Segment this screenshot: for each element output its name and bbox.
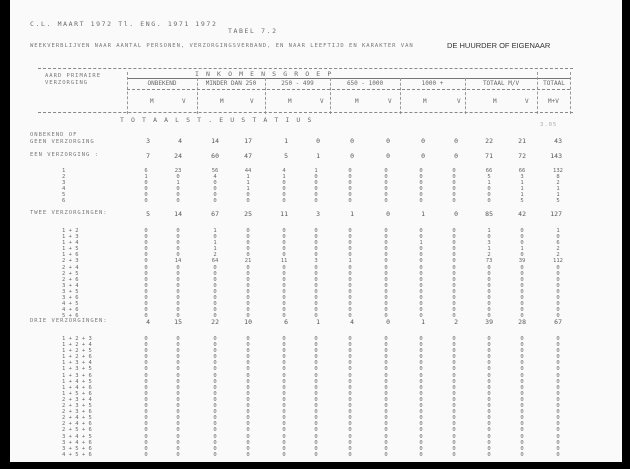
cell-value: 3 — [316, 210, 320, 218]
header-bottom-rule — [38, 112, 573, 113]
cell-value: 143 — [550, 152, 562, 160]
sub-mv: M+V — [548, 98, 559, 105]
block-column: 0 0 0 0 0 0 0 0 0 0 0 0 0 0 0 0 0 0 0 0 — [144, 336, 148, 458]
cell-value: 1 — [316, 152, 320, 160]
cell-value: 4 — [146, 318, 150, 326]
block-column: 0 0 0 0 0 0 0 0 0 0 0 0 0 0 0 0 0 0 0 0 — [348, 336, 352, 458]
group-under-250: MINDER DAN 250 — [205, 80, 257, 87]
cell-value: 0 — [386, 152, 390, 160]
group-250-499: 250 - 499 — [281, 80, 314, 87]
block-column: 0 0 0 0 0 0 0 0 0 0 0 0 0 0 0 0 0 0 0 0 — [419, 336, 423, 458]
block-column: 4 1 0 0 0 0 — [282, 168, 286, 205]
row-label: ONBEKEND OF — [30, 132, 78, 138]
block-column: 0 0 0 0 0 0 0 0 0 0 0 0 0 0 0 — [384, 228, 388, 320]
group-1000-plus: 1000 + — [421, 80, 444, 87]
block-column: 1 0 0 0 0 0 — [314, 168, 318, 205]
sub-m: M — [288, 98, 292, 105]
block-column: 0 0 0 0 0 0 0 0 0 0 0 0 0 0 0 0 0 0 0 0 — [487, 336, 491, 458]
block-column: 1 0 3 1 2 73 0 0 0 0 0 0 0 0 0 — [485, 228, 493, 320]
document-page — [10, 0, 622, 462]
cell-value: 0 — [350, 137, 354, 145]
block-column: 66 3 1 1 1 5 — [518, 168, 526, 205]
block-column: 0 0 0 0 0 0 — [452, 168, 456, 205]
row-label-2: GEEN VERZORGING — [30, 139, 95, 145]
block-column: 0 0 0 0 0 0 0 0 0 0 0 0 0 0 0 — [144, 228, 148, 320]
group-rule — [127, 78, 570, 79]
cell-value: 22 — [485, 137, 493, 145]
income-group-title: I N K O M E N S G R O E P — [195, 70, 333, 78]
block-column: 0 0 0 0 0 0 0 0 0 0 0 0 0 0 0 0 0 0 0 0 — [520, 336, 524, 458]
cell-value: 15 — [174, 318, 182, 326]
cell-value: 10 — [244, 318, 252, 326]
cell-value: 0 — [421, 152, 425, 160]
sub-v: V — [457, 98, 461, 105]
stamp-mark: 3.05 — [540, 122, 558, 128]
cell-value: 0 — [316, 137, 320, 145]
sub-v: V — [525, 98, 529, 105]
cell-value: 0 — [454, 210, 458, 218]
cell-value: 0 — [386, 137, 390, 145]
stub-label-2: VERZORGING — [45, 80, 89, 86]
cell-value: 42 — [518, 210, 526, 218]
block-column: 66 5 1 0 0 0 — [485, 168, 493, 205]
cell-value: 0 — [454, 152, 458, 160]
block-labels-drie: 1 + 2 + 3 1 + 2 + 4 1 + 2 + 5 1 + 2 + 6 1 + 3 + 4 1 + 3 + 5 1 + 3 + 6 1 + 4 + 5 1 + 4 + 6 1 + 5 + 6 2 + 3 + 4 2 + 3 + 5 2 + 3 + 6 2 + 4 + 5 2 + 4 + 6 2 + 5 + 6 3 + 4 + 5 3 + 4 + 6 3 + 5 + 6 4 + 5 + 6 — [62, 336, 92, 458]
col-divider — [330, 78, 331, 114]
sub-v: V — [250, 98, 254, 105]
sub-m: M — [355, 98, 359, 105]
section-title: T O T A A L S T . E U S T A T I U S — [120, 116, 313, 124]
block-labels-een: 1 2 3 4 5 6 — [62, 168, 66, 205]
sub-m: M — [493, 98, 497, 105]
table-subtitle: WEEKVERBLIJVEN NAAR AANTAL PERSONEN, VERZORGINGSVERBAND, EN NAAR LEEFTIJD EN KARAKTER VAN — [30, 43, 414, 49]
cell-value: 21 — [518, 137, 526, 145]
cell-value: 14 — [174, 210, 182, 218]
block-column: 44 1 1 1 0 0 — [244, 168, 252, 205]
block-column: 0 0 0 0 0 11 0 0 0 0 0 0 0 0 0 — [280, 228, 288, 320]
sub-m: M — [150, 98, 154, 105]
cell-value: 0 — [386, 210, 390, 218]
cell-value: 85 — [485, 210, 493, 218]
cell-value: 4 — [350, 318, 354, 326]
cell-value: 0 — [421, 137, 425, 145]
cell-value: 0 — [350, 152, 354, 160]
sub-v: V — [388, 98, 392, 105]
sub-v: V — [320, 98, 324, 105]
block-column: 0 0 0 0 0 0 0 0 0 0 0 0 0 0 0 0 0 0 0 0 — [384, 336, 388, 458]
block-column: 56 4 0 0 0 0 — [211, 168, 219, 205]
col-divider — [537, 72, 538, 114]
sub-rule — [127, 89, 570, 90]
stub-label-1: AARD PRIMAIRE — [45, 73, 102, 79]
cell-value: 0 — [454, 137, 458, 145]
group-total: TOTAAL — [543, 80, 565, 87]
col-divider — [400, 78, 401, 114]
block-column: 1 0 6 2 2 112 0 0 0 0 0 0 0 0 0 — [553, 228, 563, 320]
block-column: 0 0 0 0 0 3 0 0 0 0 0 0 0 0 0 — [314, 228, 318, 320]
block-column: 0 0 0 0 0 1 0 0 0 0 0 0 0 0 0 — [348, 228, 352, 320]
cell-value: 5 — [284, 152, 288, 160]
row-label: DRIE VERZORGINGEN: — [30, 318, 108, 324]
header-top-rule — [38, 68, 573, 69]
block-column: 0 0 1 0 0 0 0 0 0 0 0 0 0 0 0 — [419, 228, 423, 320]
cell-value: 6 — [284, 318, 288, 326]
cell-value: 7 — [146, 152, 150, 160]
cell-value: 43 — [554, 137, 562, 145]
cell-value: 1 — [284, 137, 288, 145]
group-total-mv: TOTAAL M/V — [482, 80, 520, 87]
cell-value: 1 — [421, 210, 425, 218]
col-divider — [570, 72, 571, 114]
cell-value: 1 — [421, 318, 425, 326]
block-column: 0 0 0 1 0 39 0 0 0 0 0 0 0 0 0 — [518, 228, 526, 320]
cell-value: 24 — [174, 152, 182, 160]
block-column: 0 0 0 0 0 0 0 0 0 0 0 0 0 0 0 0 0 0 0 0 — [246, 336, 250, 458]
cell-value: 127 — [550, 210, 562, 218]
block-column: 0 0 0 0 0 0 0 0 0 0 0 0 0 0 0 0 0 0 0 0 — [282, 336, 286, 458]
cell-value: 3 — [146, 137, 150, 145]
block-column: 0 0 0 0 0 0 0 0 0 0 0 0 0 0 0 0 0 0 0 0 — [176, 336, 180, 458]
cell-value: 39 — [485, 318, 493, 326]
cell-value: 67 — [211, 210, 219, 218]
cell-value: 4 — [178, 137, 182, 145]
cell-value: 14 — [211, 137, 219, 145]
block-labels-twee: 1 + 2 1 + 3 1 + 4 1 + 5 1 + 6 2 + 3 2 + 4 2 + 5 2 + 6 3 + 4 3 + 5 3 + 6 4 + 5 4 + 6 5 + 6 — [62, 228, 79, 320]
cell-value: 0 — [386, 318, 390, 326]
cell-value: 11 — [280, 210, 288, 218]
cell-value: 47 — [244, 152, 252, 160]
block-column: 1 0 1 1 2 64 0 0 0 0 0 0 0 0 0 — [211, 228, 219, 320]
block-column: 0 0 0 0 0 0 — [419, 168, 423, 205]
group-unknown: ONBEKEND — [147, 80, 177, 87]
row-label: TWEE VERZORGINGEN: — [30, 210, 108, 216]
block-column: 0 0 0 0 0 0 0 0 0 0 0 0 0 0 0 0 0 0 0 0 — [314, 336, 318, 458]
block-column: 132 8 2 1 1 5 — [553, 168, 563, 205]
block-column: 0 0 0 0 0 0 0 0 0 0 0 0 0 0 0 0 0 0 0 0 — [452, 336, 456, 458]
block-column: 0 0 0 0 0 0 0 0 0 0 0 0 0 0 0 0 0 0 0 0 — [213, 336, 217, 458]
group-650-1000: 650 - 1000 — [346, 80, 384, 87]
cell-value: 67 — [554, 318, 562, 326]
cell-value: 72 — [518, 152, 526, 160]
block-column: 0 0 0 0 0 0 0 0 0 0 0 0 0 0 0 0 0 0 0 0 — [556, 336, 560, 458]
col-divider — [127, 72, 128, 114]
cell-value: 60 — [211, 152, 219, 160]
cell-value: 17 — [244, 137, 252, 145]
block-column: 23 0 1 0 0 0 — [174, 168, 182, 205]
cell-value: 71 — [485, 152, 493, 160]
block-column: 0 0 0 0 0 0 — [348, 168, 352, 205]
row-label: EEN VERZORGING : — [30, 152, 99, 158]
table-subtitle-end: DE HUURDER OF EIGENAAR — [447, 41, 551, 50]
block-column: 0 0 0 0 0 21 0 0 0 0 0 0 0 0 0 — [244, 228, 252, 320]
cell-value: 2 — [454, 318, 458, 326]
block-column: 0 0 0 0 0 0 — [384, 168, 388, 205]
col-divider — [265, 78, 266, 114]
cell-value: 5 — [146, 210, 150, 218]
sub-v: V — [182, 98, 186, 105]
cell-value: 28 — [518, 318, 526, 326]
sub-m: M — [220, 98, 224, 105]
block-column: 0 0 0 0 0 14 0 0 0 0 0 0 0 0 0 — [174, 228, 182, 320]
cell-value: 25 — [244, 210, 252, 218]
cell-value: 22 — [211, 318, 219, 326]
cell-value: 1 — [350, 210, 354, 218]
sub-m: M — [423, 98, 427, 105]
block-column: 0 0 0 0 0 0 0 0 0 0 0 0 0 0 0 — [452, 228, 456, 320]
block-column: 6 1 0 0 0 0 — [144, 168, 148, 205]
col-divider — [465, 78, 466, 114]
cell-value: 1 — [316, 318, 320, 326]
table-number: TABEL 7.2 — [228, 27, 278, 35]
header-top-left: C.L. MAART 1972 Tl. ENG. 1971 1972 — [30, 20, 218, 28]
col-divider — [197, 78, 198, 114]
